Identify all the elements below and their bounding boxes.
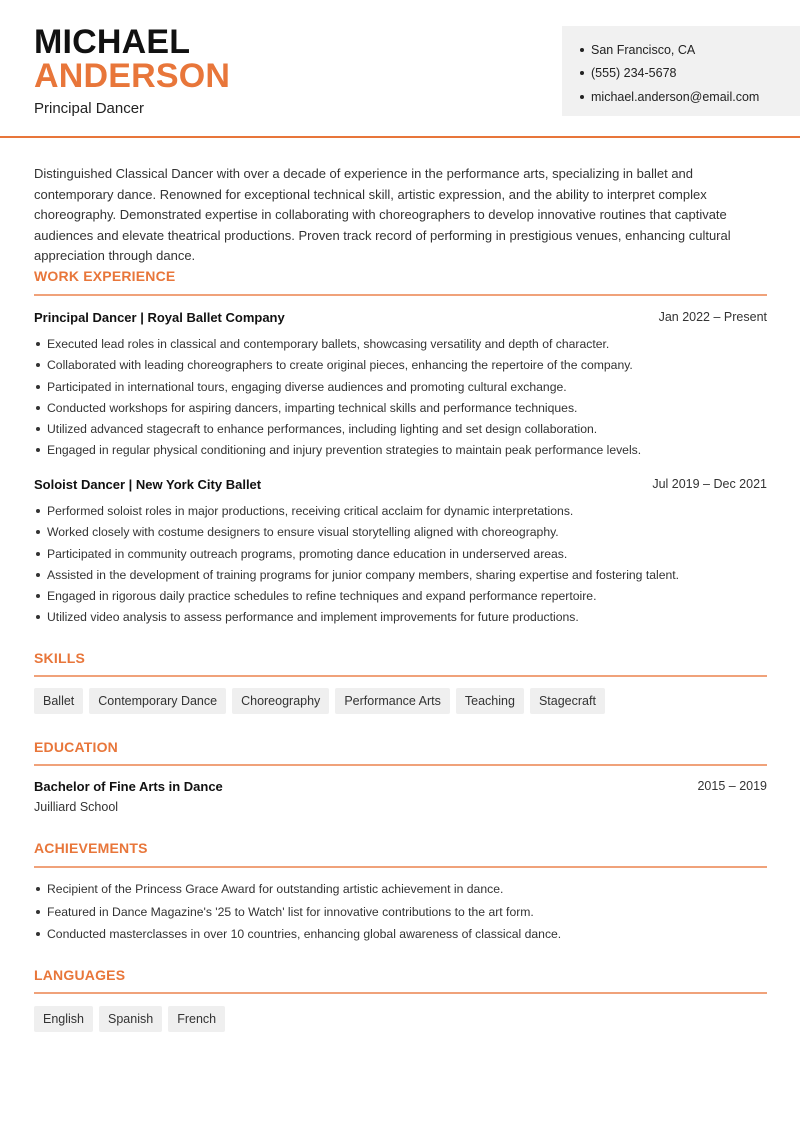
section-title-languages: LANGUAGES (34, 967, 126, 983)
section-title-skills: SKILLS (34, 650, 85, 666)
skill-tag: Contemporary Dance (89, 688, 226, 714)
achievements-list (34, 881, 774, 949)
list-item: Assisted in the development of training programs for junior company members, sharing expertise and fostering talent. (34, 567, 774, 588)
contact-box (562, 26, 800, 116)
section-title-education: EDUCATION (34, 739, 118, 755)
bullet-icon (580, 95, 584, 99)
job-title: Principal Dancer (34, 100, 145, 117)
education-degree: Bachelor of Fine Arts in Dance (34, 779, 223, 794)
section-divider (34, 866, 767, 868)
language-tag: English (34, 1006, 93, 1032)
list-item: Conducted workshops for aspiring dancers, imparting technical skills and performance techniques. (34, 400, 774, 421)
work-entry-2-bullets (34, 503, 774, 631)
work-entry-1-header (34, 310, 767, 325)
bullet-icon (580, 48, 584, 52)
list-item: Participated in international tours, engaging diverse audiences and promoting cultural exchange. (34, 379, 774, 400)
list-item: Performed soloist roles in major productions, receiving critical acclaim for dynamic interpretations. (34, 503, 774, 524)
work-entry-1-date: Jan 2022 – Present (658, 310, 767, 324)
work-entry-2-role: Soloist Dancer | New York City Ballet (34, 477, 262, 492)
skill-tag: Stagecraft (530, 688, 605, 714)
skill-tag: Performance Arts (335, 688, 450, 714)
list-item: Engaged in regular physical conditioning and injury prevention strategies to maintain peak performance levels. (34, 442, 774, 463)
skill-tag: Teaching (456, 688, 524, 714)
summary-paragraph: Distinguished Classical Dancer with over a decade of experience in the performance arts, specializing in ballet and contemporary dance. Renowned for exceptional technical skill, artistic expression, and the ability to interpret complex choreography. Demonstrated expertise in collaborating with choreographers to develop innovative routines that captivate audiences and elevate theatrical productions. Proven track record of performing in prestigious venues, enhancing cultural appreciation through dance. (34, 166, 731, 264)
resume-header (0, 0, 800, 138)
work-entry-2-header (34, 477, 767, 492)
contact-phone-text: (555) 234-5678 (591, 66, 677, 81)
education-school: Juilliard School (34, 800, 119, 814)
list-item: Collaborated with leading choreographers to create original pieces, enhancing the repertoire of the company. (34, 357, 774, 378)
language-tag: French (168, 1006, 225, 1032)
skill-tag: Choreography (232, 688, 329, 714)
education-date: 2015 – 2019 (697, 779, 767, 793)
contact-location-text: San Francisco, CA (591, 42, 696, 57)
section-divider (34, 764, 767, 766)
list-item: Recipient of the Princess Grace Award for outstanding artistic achievement in dance. (34, 881, 774, 904)
section-divider (34, 294, 767, 296)
list-item: Engaged in rigorous daily practice schedules to refine techniques and expand performance repertoire. (34, 588, 774, 609)
section-title-work: WORK EXPERIENCE (34, 268, 176, 284)
list-item: Conducted masterclasses in over 10 countries, enhancing global awareness of classical dance. (34, 926, 774, 949)
bullet-icon (580, 71, 584, 75)
section-title-achievements: ACHIEVEMENTS (34, 840, 148, 856)
work-entry-1-bullets (34, 336, 774, 464)
contact-phone (580, 62, 800, 86)
language-tag: Spanish (99, 1006, 162, 1032)
section-divider (34, 992, 767, 994)
list-item: Worked closely with costume designers to ensure visual storytelling aligned with choreography. (34, 524, 774, 545)
last-name: ANDERSON (34, 57, 231, 95)
list-item: Utilized advanced stagecraft to enhance performances, including lighting and set design collaboration. (34, 421, 774, 442)
work-entry-1-role: Principal Dancer | Royal Ballet Company (34, 310, 285, 325)
language-tags (34, 1006, 231, 1032)
education-entry-header (34, 779, 767, 794)
list-item: Executed lead roles in classical and contemporary ballets, showcasing versatility and depth of character. (34, 336, 774, 357)
list-item: Participated in community outreach programs, promoting dance education in underserved areas. (34, 546, 774, 567)
list-item: Utilized video analysis to assess performance and implement improvements for future productions. (34, 609, 774, 630)
contact-email (580, 85, 800, 109)
first-name: MICHAEL (34, 23, 191, 61)
skill-tag: Ballet (34, 688, 83, 714)
contact-email-text: michael.anderson@email.com (591, 89, 760, 104)
contact-location (580, 38, 800, 62)
work-entry-2-date: Jul 2019 – Dec 2021 (652, 477, 767, 491)
section-divider (34, 675, 767, 677)
skills-tags (34, 688, 611, 714)
list-item: Featured in Dance Magazine's '25 to Watch' list for innovative contributions to the art form. (34, 904, 774, 927)
